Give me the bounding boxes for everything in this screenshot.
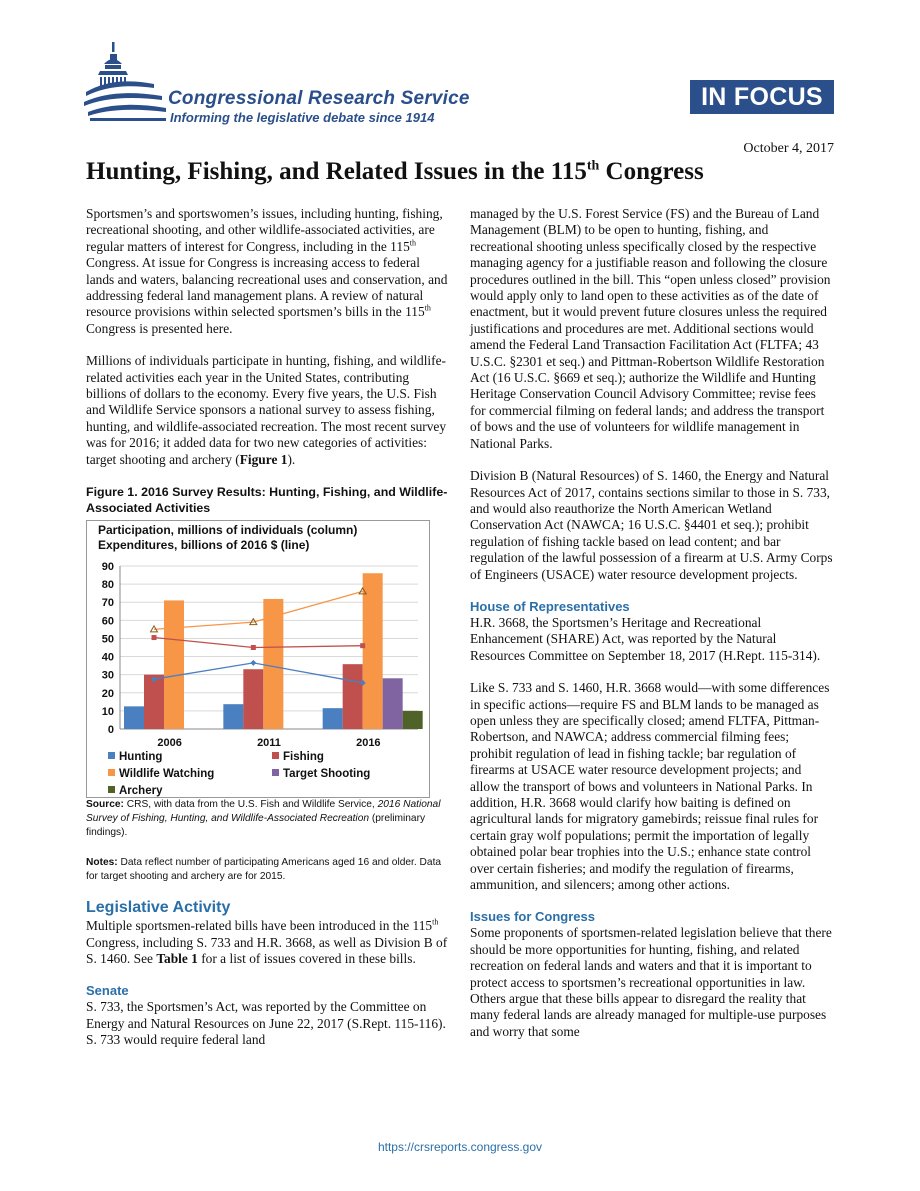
legend-swatch (272, 769, 279, 776)
hr3668-paragraph: H.R. 3668, the Sportsmen’s Heritage and Recreational Enhancement (SHARE) Act, was reported by the Natural Resources Committee on September 18, 2017 (H.Rept. 115-314). (470, 614, 821, 663)
y-tick-label: 90 (101, 561, 114, 574)
bar-target-shooting (383, 678, 403, 729)
bar-hunting (124, 706, 144, 729)
bar-hunting (323, 708, 343, 729)
line-marker (152, 635, 157, 640)
y-tick-label: 30 (101, 669, 114, 682)
y-tick-label: 50 (101, 633, 114, 646)
bar-hunting (223, 704, 243, 729)
figure-notes: Notes: Data reflect number of participating Americans aged 16 and older. Data for target shooting and archery are for 2015. (86, 857, 442, 883)
legend-label: Target Shooting (283, 768, 371, 781)
house-heading: House of Representatives (470, 598, 630, 614)
senate-heading: Senate (86, 983, 129, 999)
x-tick-label: 2011 (257, 737, 281, 750)
legend-label: Fishing (283, 751, 324, 764)
bar-fishing (243, 669, 263, 729)
bar-fishing (343, 664, 363, 729)
y-tick-label: 70 (101, 597, 114, 610)
x-tick-label: 2006 (157, 737, 182, 750)
chart-title-line1: Participation, millions of individuals (column) (98, 523, 358, 538)
left-column (86, 206, 450, 1065)
bar-wildlife-watching (164, 601, 184, 730)
y-tick-label: 0 (107, 724, 114, 737)
legend-label: Archery (119, 785, 163, 798)
org-name: Congressional Research Service (168, 88, 470, 109)
bar-archery (403, 711, 423, 729)
publication-date: October 4, 2017 (743, 141, 834, 156)
figure-source: Source: CRS, with data from the U.S. Fish and Wildlife Service, 2016 National Survey of Fishing, Hunting, and Wildlife-Associated Recreation (preliminary findings). (86, 799, 441, 839)
y-tick-label: 20 (101, 687, 114, 700)
senate-paragraph: S. 733, the Sportsmen’s Act, was reported by the Committee on Energy and Natural Resources on June 22, 2017 (S.Rept. 115-116). S. 733 would require federal land (86, 999, 446, 1048)
in-focus-badge: IN FOCUS (690, 80, 834, 114)
chart-title-line2: Expenditures, billions of 2016 $ (line) (98, 538, 310, 553)
bar-fishing (144, 675, 164, 729)
legend-swatch (108, 786, 115, 793)
footer-link[interactable]: https://crsreports.congress.gov (377, 1140, 543, 1154)
legend-label: Wildlife Watching (119, 768, 215, 781)
figure-caption: Figure 1. 2016 Survey Results: Hunting, Fishing, and Wildlife-Associated Activities (86, 485, 448, 516)
right-column (470, 206, 834, 1056)
survey-chart (86, 520, 430, 798)
issues-heading: Issues for Congress (470, 909, 595, 925)
x-tick-label: 2016 (356, 737, 381, 750)
page-title: Hunting, Fishing, and Related Issues in the 115th Congress (86, 158, 704, 185)
line-marker (360, 643, 365, 648)
legislative-paragraph: Multiple sportsmen-related bills have been introduced in the 115th Congress, including S. 733 and H.R. 3668, as well as Division B of S. 1460. See Table 1 for a list of issues covered in these bills. (86, 917, 448, 966)
issues-paragraph: Some proponents of sportsmen-related legislation believe that there should be more opportunities for hunting, fishing, and related recreation on federal lands and waters and that it is important to protect access to sportsmen’s recreational opportunities in law. Others argue that these bills appear to disregard the reality that many federal lands are already managed for multiple-use purposes and worry that some (470, 925, 832, 1039)
y-tick-label: 60 (101, 615, 114, 628)
bar-wildlife-watching (363, 573, 383, 729)
intro-paragraph: Sportsmen’s and sportswomen’s issues, including hunting, fishing, recreational shooting, and other wildlife-associated activities, are regular matters of interest for Congress, including in the 115th Congress. At issue for Congress is increasing access to federal lands and waters, balancing recreational uses and conservation, and addressing federal land management plans. A review of natural resource provisions within selected sportsmen’s bills in the 115th Congress is presented here. (86, 206, 448, 336)
legend-label: Hunting (119, 751, 163, 764)
org-tagline: Informing the legislative debate since 1914 (170, 110, 435, 125)
s733-paragraph: managed by the U.S. Forest Service (FS) and the Bureau of Land Management (BLM) to be open to hunting, fishing, and recreational shooting unless specifically closed by the respective managing agency for a justifiable reason and following the closure procedures outlined in the bill. This “open unless closed” provision would apply only to land open to these activities as of the date of enactment, but it would prevent future closures unless the required justifications and procedures are met. Additional sections would amend the Federal Land Transaction Facilitation Act (FLTFA; 43 U.S.C. §2301 et seq.) and Pittman-Robertson Wildlife Restoration Act (16 U.S.C. §669 et seq.); authorize the Wildlife and Hunting Heritage Conservation Council Advisory Committee; revise fees for commercial filming on federal lands; and address the transport of bows and the use of volunteers for wildlife management in National Parks. (470, 206, 831, 451)
y-tick-label: 10 (101, 705, 114, 718)
participation-paragraph: Millions of individuals participate in hunting, fishing, and wildlife-related activities each year in the United States, contributing billions of dollars to the economy. Every five years, the U.S. Fish and Wildlife Service sponsors a national survey to assess fishing, hunting, and wildlife-associated recreation. The most recent survey was for 2016; it added data for two new categories of activities: target shooting and archery (Figure 1). (86, 353, 447, 467)
y-tick-label: 40 (101, 651, 114, 664)
legend-swatch (272, 752, 279, 759)
y-tick-label: 80 (101, 579, 114, 592)
hr3668-details-paragraph: Like S. 733 and S. 1460, H.R. 3668 would—with some differences in specific actions—require FS and BLM lands to be managed as open unless they are specifically closed; amend FLTFA, Pittman-Robertson, and NAWCA; address commercial filming fees; prohibit regulation of lead in fishing tackle; bar regulation of firearms at USACE water resource development projects; and allow the transport of bows and volunteers in National Parks. In addition, H.R. 3668 would clarify how baiting is defined on agricultural lands for migratory gamebirds; reissue final rules for certain gray wolf populations; permit the importation of legally obtained polar bear trophies into the U.S.; enhance state control over certain fisheries; and modify the regulation of firearms, ammunition, and silencers; among other actions. (470, 680, 830, 893)
legend-swatch (108, 752, 115, 759)
s1460-paragraph: Division B (Natural Resources) of S. 1460, the Energy and Natural Resources Act of 2017, contains sections similar to those in S. 733, and would also reauthorize the North American Wetland Conservation Act (NAWCA; 16 U.S.C. §4401 et seq.); prohibit regulation of fishing tackle based on lead content; and bar regulation of the lawful possession of a firearm at U.S. Army Corps of Engineers (USACE) water resource development projects. (470, 468, 833, 582)
line-marker (251, 645, 256, 650)
legislative-activity-heading: Legislative Activity (86, 899, 231, 917)
legend-swatch (108, 769, 115, 776)
